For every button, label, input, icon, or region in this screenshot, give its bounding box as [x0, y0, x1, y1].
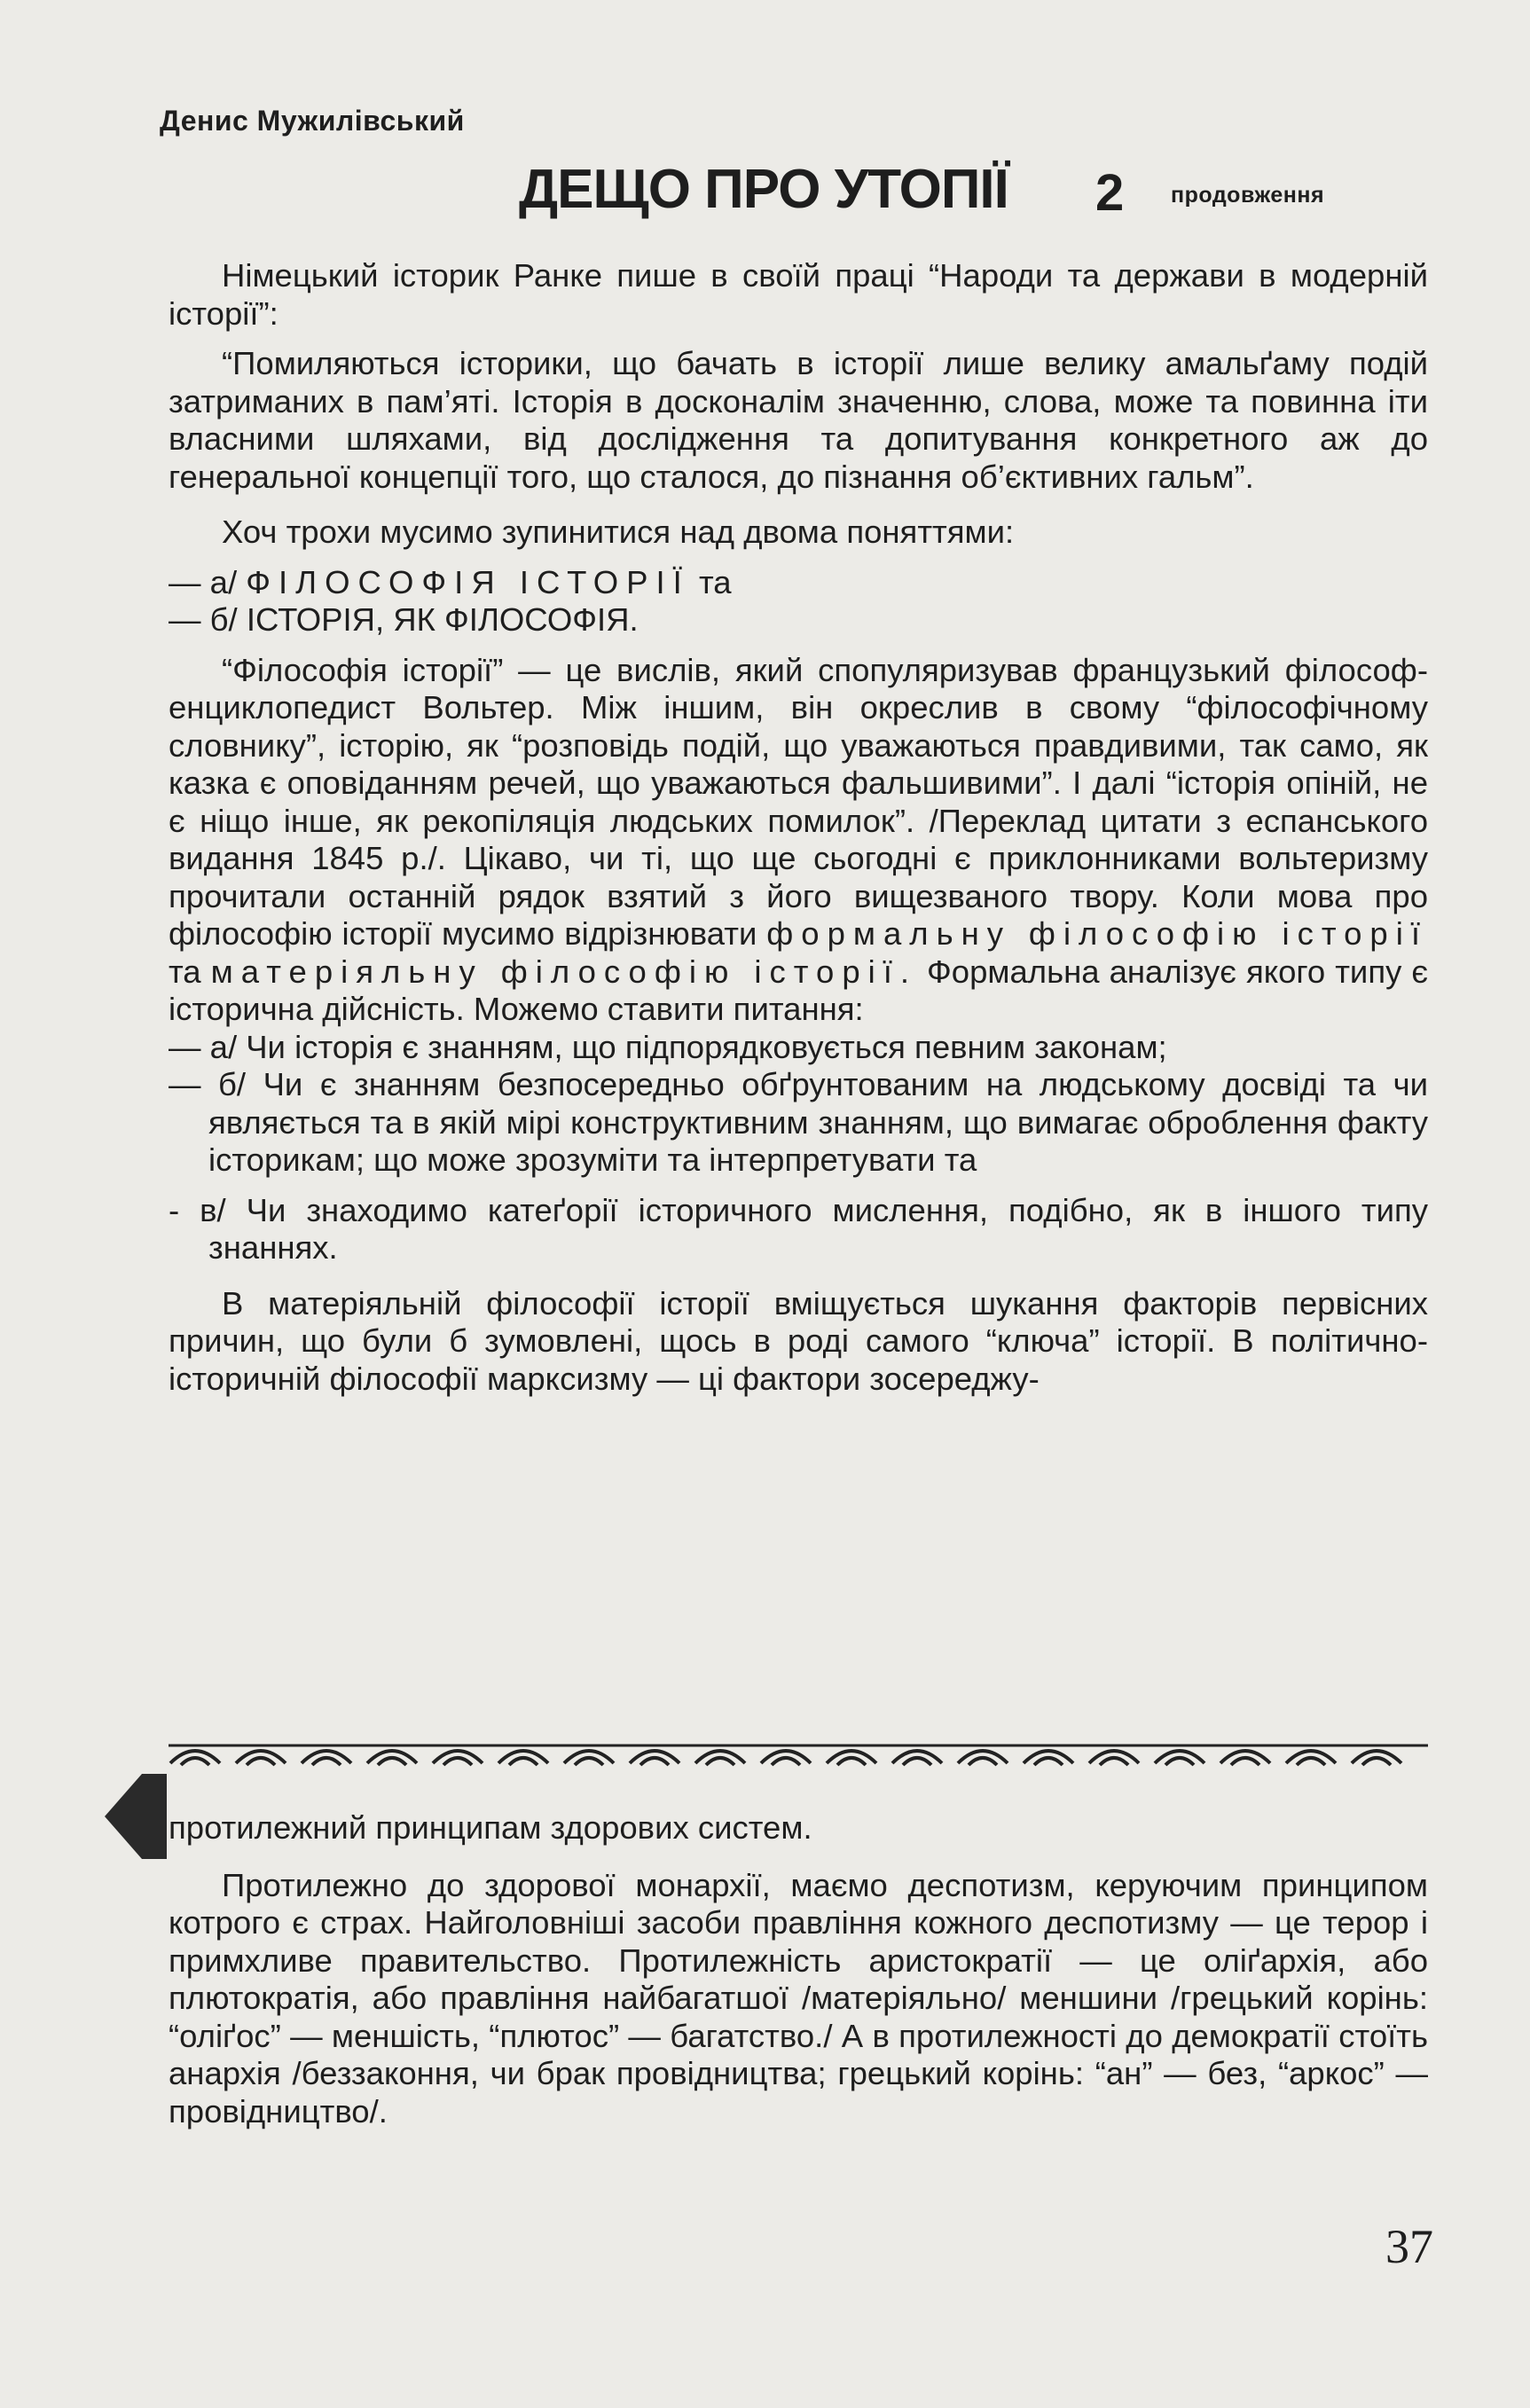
arrow-left-icon	[105, 1774, 167, 1859]
article-continuation	[169, 1809, 1428, 2130]
paragraph-voltaire: “Філософія історії” — це вислів, який спопуляризував французький філософ-енциклопедист Вольтер. Між іншим, він окреслив в свому “філософічному словнику”, історію, як “розповідь подій, що уважаються правдивими, так само, як казка є оповіданням речей, що уважаються фальшивими”. І далі “історія опіній, не є ніщо інше, як рекопіляція людських помилок”. /Переклад цитати з еспанського видання 1845 р./. Цікаво, чи ті, що ще сьогодні є приклонниками вольтеризму прочитали останній рядок взятий з його вищезваного твору. Коли мова про філософію історії мусимо відрізнювати формальну філософію історії та матеріяльну філософію історії. Формальна аналізує якого типу є історична дійсність. Можемо ставити питання:	[169, 651, 1428, 1027]
paragraph-despotism: Протилежно до здорової монархії, маємо деспотизм, керуючим принципом котрого є страх. Найголовніші засоби правління кожного деспотизму — це терор і примхливе правительство. Протилежність аристократії — це оліґархія, або плютократія, або правління найбагатшої /матеріяльно/ меншини /грецький корінь: “оліґос” — меншість, “плютос” — багатство./ А в протилежності до демократії стоїть анархія /беззаконня, чи брак провідництва; грецький корінь: “ан” — без, “аркос” — провідництво/.	[169, 1866, 1428, 2130]
article-title: ДЕЩО ПРО УТОПІЇ	[519, 159, 1008, 220]
paragraph-material-philosophy: В матеріяльній філософії історії вміщується шукання факторів первісних причин, що були б зумовлені, щось в роді самого “ключа” історії. В політично-історичній філософії марксизму — ці фактори зосереджу-	[169, 1284, 1428, 1397]
continued-label: продовження	[1171, 183, 1325, 208]
ornamental-divider	[169, 1740, 1428, 1776]
list-item-b: — б/ ІСТОРІЯ, ЯК ФІЛОСОФІЯ.	[169, 601, 639, 638]
article-part-number: 2	[1095, 164, 1125, 222]
paragraph-ranke-quote: “Помиляються історики, що бачать в історії лише велику амальґаму подій затриманих в пам’яті. Історія в досконалім значенню, слова, може та повинна іти власними шляхами, від дослідження та допитування конкретного аж до генеральної концепції того, що сталося, до пізнання об’єктивних гальм”.	[169, 345, 1428, 495]
author-name: Денис Мужилівський	[160, 105, 465, 137]
paragraph-continuation-line: протилежний принципам здорових систем.	[169, 1809, 812, 1846]
question-b: — б/ Чи є знанням безпосередньо обґрунтованим на людському досвіді та чи являється та в якій мірі конструктивним знанням, що вимагає оброблення факту історикам; що може зрозуміти та інтерпретувати та	[169, 1066, 1428, 1178]
list-item-a: — а/ ФІЛОСОФІЯ ІСТОРІЇ та	[169, 563, 732, 600]
question-c: - в/ Чи знаходимо катеґорії історичного мислення, подібно, як в іншого типу знаннях.	[169, 1191, 1428, 1266]
paragraph-ranke-intro: Німецький історик Ранке пише в своїй праці “Народи та держави в модерній історії”:	[169, 257, 1428, 332]
article-body	[169, 257, 1428, 1398]
paragraph-two-concepts: Хоч трохи мусимо зупинитися над двома поняттями:	[222, 514, 1015, 550]
question-a: — а/ Чи історія є знанням, що підпорядковується певним законам;	[169, 1028, 1167, 1065]
page-number: 37	[1385, 2220, 1433, 2273]
